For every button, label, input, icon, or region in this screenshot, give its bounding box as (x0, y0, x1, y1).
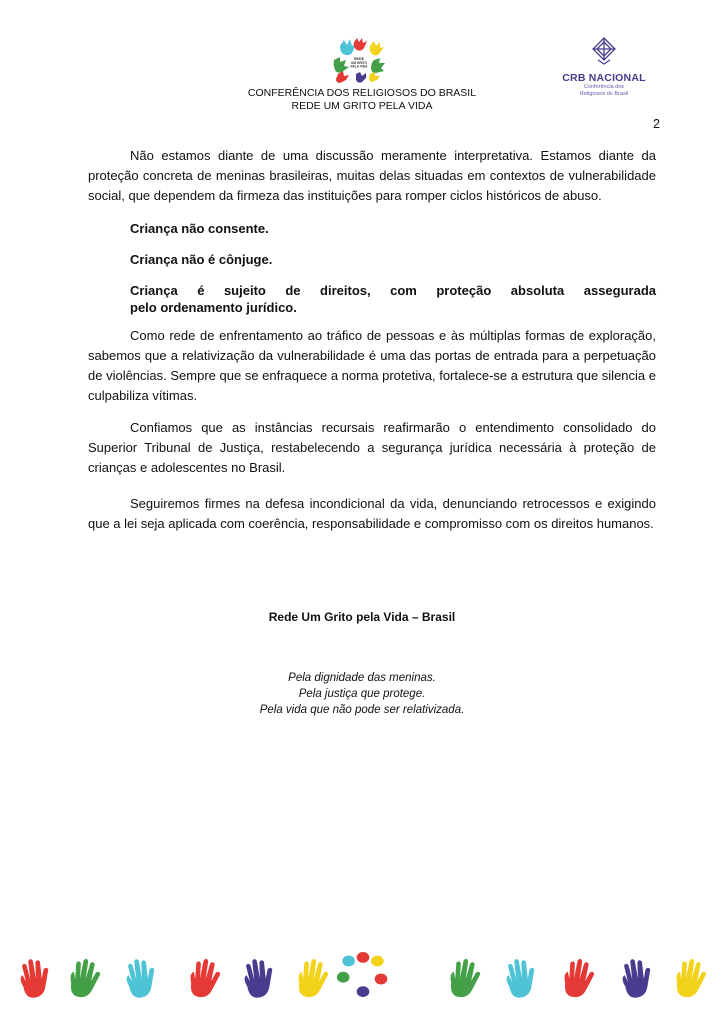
footer-logo-hand (342, 956, 355, 967)
bold-statement-2-text: Criança não é cônjuge. (130, 252, 273, 267)
handprint-icon (619, 956, 654, 999)
handprint-icon (503, 956, 538, 999)
paragraph-4 (88, 494, 656, 534)
motto (0, 670, 724, 718)
paragraph-1 (88, 146, 656, 206)
bold-statement-1-text: Criança não consente. (130, 221, 269, 236)
paragraph-3 (88, 418, 656, 478)
page-number: 2 (653, 117, 660, 131)
rede-grito-logo (330, 38, 388, 84)
handprint-icon (68, 957, 102, 999)
handprint-icon (188, 957, 222, 999)
footer-logo-hand (357, 952, 370, 963)
crb-logo-name: CRB NACIONAL (562, 72, 646, 84)
footer-logo-icon (337, 952, 387, 997)
hands-cluster-icon (334, 38, 385, 83)
bold-statement-3-line2: pelo ordenamento jurídico. (130, 300, 297, 315)
motto-line-1: Pela dignidade das meninas. (288, 672, 436, 684)
footer-logo-hand (357, 986, 370, 997)
crb-nacional-logo (562, 36, 646, 97)
motto-line-3: Pela vida que não pode ser relativizada. (259, 704, 465, 716)
crb-emblem-icon (589, 36, 619, 66)
svg-text:UM GRITO: UM GRITO (351, 61, 367, 65)
bold-statement-3-line1: Criança é sujeito de direitos, com proteção absoluta assegurada (130, 283, 656, 298)
footer-logo-hand (371, 956, 384, 967)
paragraph-1-text: Não estamos diante de uma discussão meramente interpretativa. Estamos diante da proteção concreta de meninas brasileiras, muitas delas situadas em contextos de vulnerabilidade social, que dependem da firmeza das instituições para romper ciclos históricos de abuso. (88, 148, 656, 203)
crb-logo-sub2: Religiosos do Brasil (579, 90, 629, 97)
handprint-icon (448, 957, 482, 999)
handprint-icon (674, 957, 708, 999)
paragraph-2 (88, 326, 656, 406)
handprint-icon (123, 956, 158, 999)
bold-statement-3 (130, 282, 656, 316)
footer-hands-row (0, 948, 724, 1008)
bold-statement-1 (130, 220, 656, 237)
svg-text:REDE: REDE (354, 57, 364, 61)
svg-text:PELA VIDA: PELA VIDA (350, 64, 368, 69)
crb-logo-sub1: Conferência dos (583, 84, 625, 90)
handprint-icon (562, 957, 596, 999)
paragraph-3-text: Confiamos que as instâncias recursais reafirmarão o entendimento consolidado do Superior Tribunal de Justiça, restabelecendo a segurança jurídica necessária à proteção de crianças e adolescentes no Brasil. (88, 420, 656, 475)
paragraph-2-text: Como rede de enfrentamento ao tráfico de pessoas e às múltiplas formas de exploração, sabemos que a relativização da vulnerabilidade é uma das portas de entrada para a perpetuação de violências. Sempre que se enfraquece a norma protetiva, fortalece-se a estrutura que silencia e culpabiliza vítimas. (88, 328, 656, 403)
footer-logo-hand (375, 974, 388, 985)
motto-line-2: Pela justiça que protege. (298, 688, 426, 700)
handprint-icon (17, 956, 52, 999)
org-line-1: CONFERÊNCIA DOS RELIGIOSOS DO BRASIL (247, 87, 477, 99)
bold-statement-2 (130, 251, 656, 268)
footer-logo-hand (337, 972, 350, 983)
handprint-icon (296, 957, 330, 999)
paragraph-4-text: Seguiremos firmes na defesa incondicional da vida, denunciando retrocessos e exigindo que a lei seja aplicada com coerência, responsabilidade e compromisso com os direitos humanos. (88, 496, 656, 531)
org-line-2: REDE UM GRITO PELA VIDA (291, 100, 433, 112)
handprint-icon (241, 956, 276, 999)
signature: Rede Um Grito pela Vida – Brasil (268, 610, 456, 624)
